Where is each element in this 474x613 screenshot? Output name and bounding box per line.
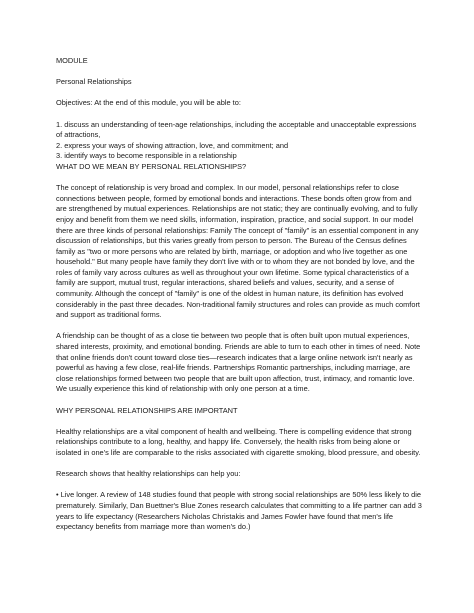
body-paragraph: Healthy relationships are a vital component of health and wellbeing. There is compelling evidence that strong relationships contribute to a long, healthy, and happy life. Conversely, the health risks from being alone or isolated in one's life are comparable to the risks associated with cigarette smoking, blood pressure, and obesity.: [56, 426, 421, 457]
section-heading: WHY PERSONAL RELATIONSHIPS ARE IMPORTANT: [56, 405, 238, 415]
module-label: MODULE: [56, 56, 88, 65]
document-title: Personal Relationships: [56, 77, 132, 87]
objective-item: 2. express your ways of showing attraction, love, and commitment; and: [56, 140, 289, 150]
document-body: [56, 56, 424, 533]
bullet-item: • Live longer. A review of 148 studies found that people with strong social relationships are 50% less likely to die prematurely. Similarly, Dan Buettner's Blue Zones research calculates that committing to a life partner can add 3 years to life expectancy (Researchers Nicholas Christakis and James Fowler have found that men's life expectancy benefits from marriage more than women's do.): [56, 490, 422, 532]
research-intro: Research shows that healthy relationships can help you:: [56, 469, 241, 479]
section-heading: WHAT DO WE MEAN BY PERSONAL RELATIONSHIPS?: [56, 161, 247, 171]
objective-item: 3. identify ways to become responsible in a relationship: [56, 151, 237, 161]
body-paragraph: A friendship can be thought of as a close tie between two people that is often built upon mutual experiences, shared interests, proximity, and emotional bonding. Friends are able to turn to each other in times of need. Note that online friends don't count toward close ties—research indicates that a large online network isn't nearly as powerful as having a few close, real-life friends. Partnerships Romantic partnerships, including marriage, are close relationships formed between two people that are built upon affection, trust, intimacy, and romantic love. We usually experience this kind of relationship with only one person at a time.: [56, 331, 421, 394]
objective-item: 1. discuss an understanding of teen-age relationships, including the acceptable and unacceptable expressions of attractions,: [56, 119, 417, 140]
body-paragraph: The concept of relationship is very broad and complex. In our model, personal relationships refer to close connections between people, formed by emotional bonds and interactions. These bonds often grow from and are strengthened by mutual experiences. Relationships are not static; they are continually evolving, and to fully enjoy and benefit from them we need skills, information, inspiration, practice, and social support. In our model there are three kinds of personal relationships: Family The concept of "family" is an essential component in any discussion of relationships, but this varies greatly from person to person. The Bureau of the Census defines family as "two or more persons who are related by birth, marriage, or adoption and who live together as one household." But many people have family they don't live with or to whom they are not bonded by love, and the roles of family vary across cultures as well as throughout your own lifetime. Some typical characteristics of a family are support, mutual trust, regular interactions, shared beliefs and values, security, and a sense of community. Although the concept of "family" is one of the oldest in human nature, its definition has evolved considerably in the past three decades. Non-traditional family structures and roles can provide as much comfort and support as traditional forms.: [56, 183, 420, 320]
objectives-intro: Objectives: At the end of this module, you will be able to:: [56, 98, 241, 108]
